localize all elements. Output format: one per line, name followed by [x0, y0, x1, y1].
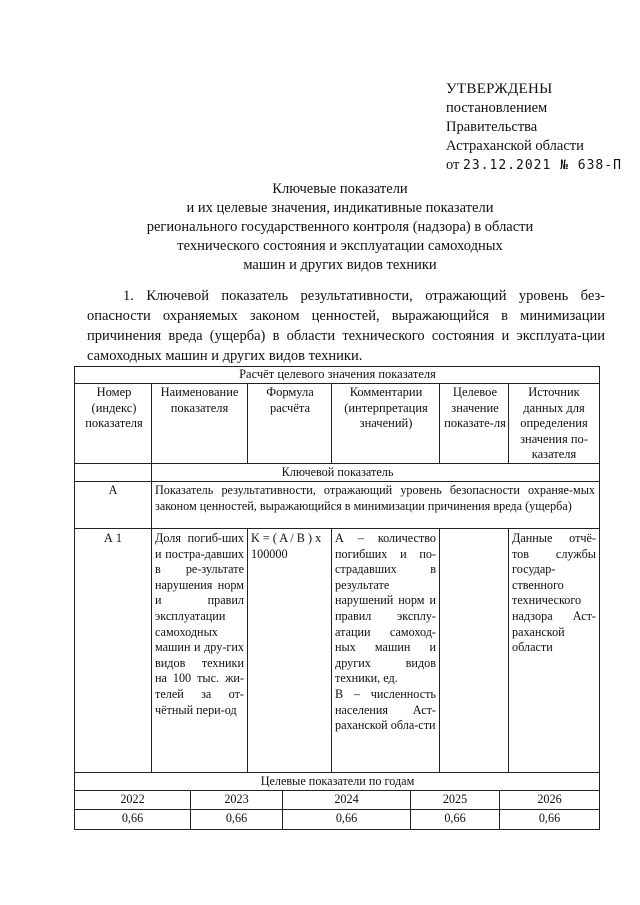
key-section-label: Ключевой показатель [281, 465, 394, 479]
year-cell: 2025 [442, 792, 468, 806]
heading-line: технического состояния и эксплуатации самоходных [177, 238, 503, 254]
table-caption: Расчёт целевого значения показателя [239, 367, 436, 381]
heading-line: и их целевые значения, индикативные показатели [186, 200, 494, 216]
approval-line: Правительства [446, 119, 538, 135]
value-cell: 0,66 [335, 811, 358, 825]
document-heading [60, 180, 620, 275]
value-cell: 0,66 [444, 811, 466, 825]
rowA1-source: Данные отчё-тов службы государ-ственного технического надзора Аст-раханской области [512, 531, 596, 655]
approval-line: Астраханской области [446, 138, 584, 154]
approval-date-line [446, 156, 622, 175]
value-cell: 0,66 [121, 811, 144, 825]
rowA1-comment-a: А – количество погибших и по-страдавших в результате нарушений норм и правил эксплу-атации самоход-ных машин и других видов техники, ед. [335, 531, 436, 686]
heading-line: регионального государственного контроля (надзора) в области [146, 219, 534, 235]
value-cell: 0,66 [538, 811, 561, 825]
year-cell: 2023 [224, 792, 249, 806]
year-cell: 2024 [334, 792, 359, 806]
year-cell: 2022 [120, 792, 145, 806]
heading-line: Ключевые показатели [272, 181, 408, 197]
rowA1-formula: K = ( A / B ) x 100000 [251, 531, 322, 561]
year-cell: 2026 [537, 792, 562, 806]
paragraph-1: 1. Ключевой показатель результативности, отражающий уровень без-опасности охраняемых законом ценностей, выражающийся в минимизации причинения вреда (ущерба) в области технического состояния и эксплуата-ции самоходных машин и других видов техники. [87, 288, 605, 364]
approval-date-prefix: от [446, 157, 460, 173]
approval-block [446, 80, 622, 175]
rowA-text: Показатель результативности, отражающий уровень безопасности охраняе-мых законом ценностей, выражающийся в минимизации причинения вреда (ущерба) [155, 483, 595, 513]
approval-date-handwritten: 23.12.2021 № 638-П [463, 158, 622, 173]
value-cell: 0,66 [225, 811, 248, 825]
header-comments: Комментарии (интерпретация значений) [344, 385, 428, 431]
rowA1-index: А 1 [104, 531, 122, 545]
header-number: Номер (индекс) показателя [85, 385, 143, 431]
rowA1-comment-b: В – численность населения Аст-раханской обла-сти [335, 687, 436, 733]
approval-title: УТВЕРЖДЕНЫ [446, 81, 553, 97]
approval-line: постановлением [446, 100, 548, 116]
header-source: Источник данных для определения значения по-казателя [520, 385, 588, 462]
rowA1-name: Доля погиб-ших и постра-давших в ре-зультате нарушения норм и правил эксплуатации самоходных машин и дру-гих видов техники на 100 тыс. жи-телей за от-чётный пери-од [155, 531, 244, 717]
header-name: Наименование показателя [160, 385, 239, 415]
years-section-label: Целевые показатели по годам [260, 774, 415, 788]
header-formula: Формула расчёта [266, 385, 314, 415]
heading-line: машин и других видов техники [243, 257, 437, 273]
rowA-index: А [108, 483, 118, 497]
header-target: Целевое значение показате-ля [444, 385, 506, 431]
